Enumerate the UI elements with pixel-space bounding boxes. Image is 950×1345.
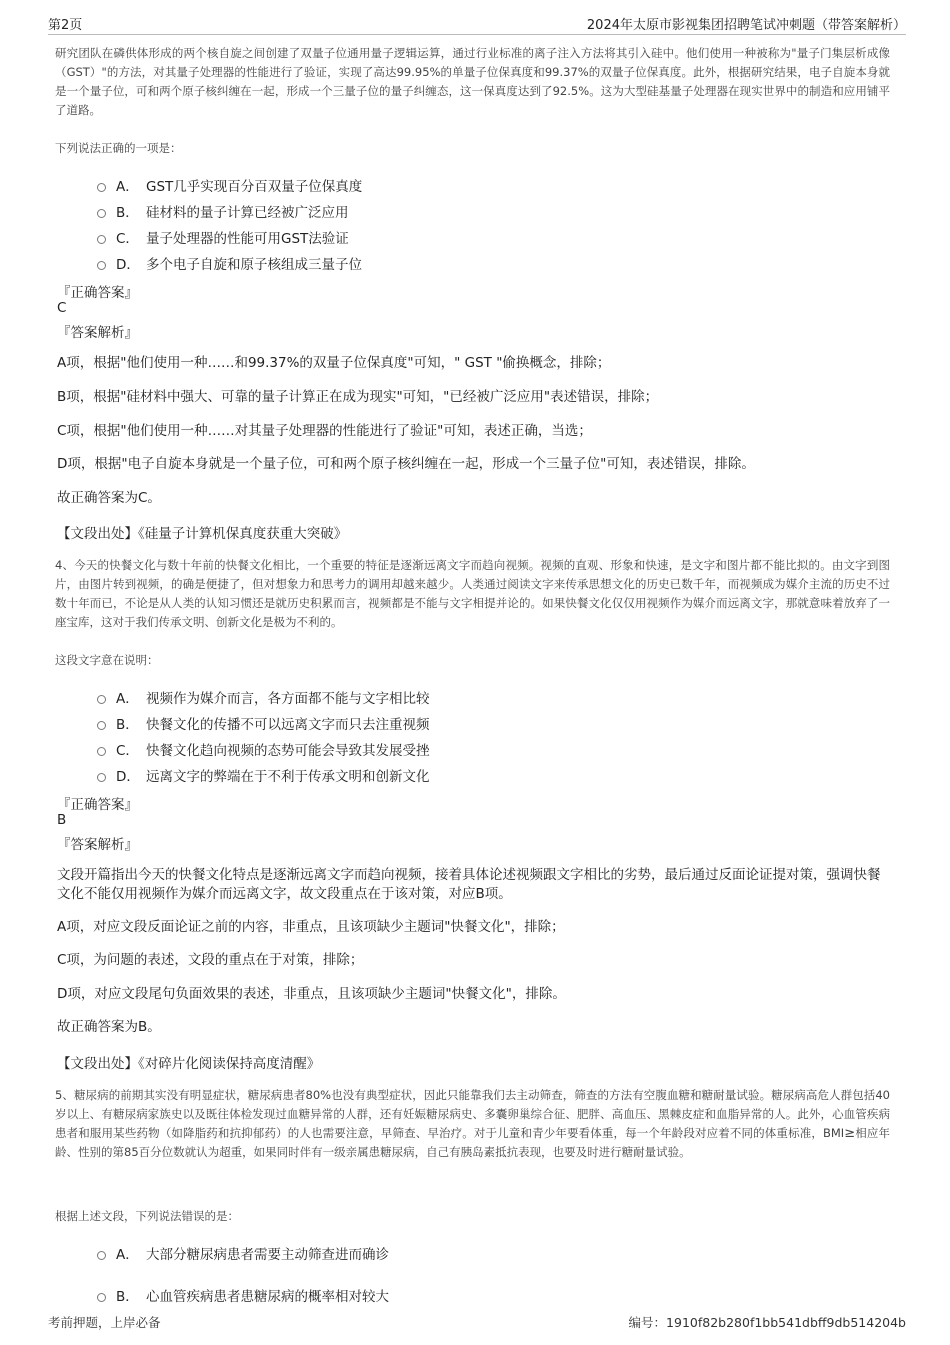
greater-equal-symbol: ≥ — [844, 1126, 856, 1141]
q4-source: 【文段出处】《对碎片化阅读保持高度清醒》 — [57, 1056, 321, 1072]
radio-icon[interactable] — [97, 235, 106, 244]
q3-analysis-line: 故正确答案为C。 — [57, 490, 161, 506]
q4-analysis-line: 故正确答案为B。 — [57, 1019, 161, 1035]
document-title: 2024年太原市影视集团招聘笔试冲刺题（带答案解析） — [586, 18, 906, 33]
q3-option-a[interactable]: A． GST几乎实现百分百双量子位保真度 — [97, 175, 362, 195]
q3-analysis-line: A项，根据"他们使用一种……和99.37%的双量子位保真度"可知，" GST "偷换概念，排除； — [57, 355, 611, 371]
radio-icon[interactable] — [97, 261, 106, 270]
q4-analysis-line: A项，对应文段反面论证之前的内容，非重点，且该项缺少主题词"快餐文化"，排除； — [57, 919, 565, 935]
radio-icon[interactable] — [97, 183, 106, 192]
page-header — [48, 14, 906, 35]
radio-icon[interactable] — [97, 1251, 106, 1260]
q3-analysis-label: 『答案解析』 — [57, 325, 138, 341]
radio-icon[interactable] — [97, 209, 106, 218]
q3-answer-label: 『正确答案』 — [57, 285, 138, 301]
q3-analysis-line: C项，根据"他们使用一种……对其量子处理器的性能进行了验证"可知，表述正确，当选； — [57, 423, 592, 439]
q3-option-b[interactable]: B． 硅材料的量子计算已经被广泛应用 — [97, 201, 349, 221]
q4-analysis-line: D项，对应文段尾句负面效果的表述，非重点，且该项缺少主题词"快餐文化"，排除。 — [57, 986, 566, 1002]
q4-analysis-line: C项，为问题的表述，文段的重点在于对策，排除； — [57, 952, 364, 968]
q4-prompt: 这段文字意在说明： — [55, 653, 159, 667]
document-id: 编号：1910f82b280f1bb541dbff9db514204b — [628, 1315, 906, 1330]
q4-passage: 4、今天的快餐文化与数十年前的快餐文化相比，一个重要的特征是逐渐远离文字而趋向视频。视频的直观、形象和快速，是文字和图片都不能比拟的。由文字到图片，由图片转到视频，的确是便捷了，但对想象力和思考力的调用却越来越少。人类通过阅读文字来传承思想文化的历史已数千年，而视频成为媒介主流的历史不过数十年而已，不论是从人类的认知习惯还是就历史积累而言，视频都是不能与文字相提并论的。如果快餐文化仅仅用视频作为媒介而远离文字，那就意味着放弃了一座宝库，这对于我们传承文明、创新文化是极为不利的。 — [55, 558, 890, 629]
q4-option-a[interactable]: A． 视频作为媒介而言，各方面都不能与文字相比较 — [97, 687, 430, 707]
footer-slogan: 考前押题，上岸必备 — [48, 1315, 161, 1330]
q3-option-c[interactable]: C． 量子处理器的性能可用GST法验证 — [97, 227, 349, 247]
q3-passage: 研究团队在磷供体形成的两个核自旋之间创建了双量子位通用量子逻辑运算，通过行业标准的离子注入方法将其引入硅中。他们使用一种被称为"量子门集层析成像（GST）"的方法，对其量子处理器的性能进行了验证，实现了高达99.95%的单量子位保真度和99.37%的双量子位保真度。此外，根据研究结果，电子自旋本身就是一个量子位，可和两个原子核纠缠在一起，形成一个三量子位的量子纠缠态，这一保真度达到了92.5%。这为大型硅基量子处理器在现实世界中的制造和应用铺平了道路。 — [55, 46, 890, 117]
q4-option-c[interactable]: C． 快餐文化趋向视频的态势可能会导致其发展受挫 — [97, 739, 430, 759]
q3-analysis-line: D项，根据"电子自旋本身就是一个量子位，可和两个原子核纠缠在一起，形成一个三量子位"可知，表述错误，排除。 — [57, 456, 755, 472]
q4-answer-label: 『正确答案』 — [57, 797, 138, 813]
radio-icon[interactable] — [97, 773, 106, 782]
q4-analysis-line: 文段开篇指出今天的快餐文化特点是逐渐远离文字而趋向视频，接着具体论述视频跟文字相比的劣势，最后通过反面论证提对策，强调快餐文化不能仅用视频作为媒介而远离文字，故文段重点在于该对策，对应B项。 — [57, 867, 881, 902]
q5-prompt: 根据上述文段，下列说法错误的是： — [55, 1209, 239, 1223]
radio-icon[interactable] — [97, 1293, 106, 1302]
q5-option-a[interactable]: A． 大部分糖尿病患者需要主动筛查进而确诊 — [97, 1243, 389, 1263]
q3-answer: C — [57, 300, 67, 316]
q4-option-b[interactable]: B． 快餐文化的传播不可以远离文字而只去注重视频 — [97, 713, 430, 733]
radio-icon[interactable] — [97, 721, 106, 730]
q5-passage: 5、糖尿病的前期其实没有明显症状，糖尿病患者80%也没有典型症状，因此只能靠我们去主动筛查，筛查的方法有空腹血糖和糖耐量试验。糖尿病高危人群包括40岁以上、有糖尿病家族史以及既往体检发现过血糖异常的人群，还有妊娠糖尿病史、多囊卵巢综合征、肥胖、高血压、黑棘皮症和血脂异常的人。此外，心血管疾病患者和服用某些药物（如降脂药和抗抑郁药）的人也需要注意，早筛查、早治疗。对于儿童和青少年要看体重，每一个年龄段对应着不同的体重标准，BMI≥相应年龄、性别的第85百分位数就认为超重，如果同时伴有一级亲属患糖尿病，自己有胰岛素抵抗表现，也要及时进行糖耐量试验。 — [55, 1088, 891, 1159]
q4-answer: B — [57, 812, 67, 828]
q3-source: 【文段出处】《硅量子计算机保真度获重大突破》 — [57, 526, 348, 542]
q3-analysis-line: B项，根据"硅材料中强大、可靠的量子计算正在成为现实"可知，"已经被广泛应用"表述错误，排除； — [57, 389, 659, 405]
radio-icon[interactable] — [97, 695, 106, 704]
q3-prompt: 下列说法正确的一项是： — [55, 141, 182, 155]
page-number: 第2页 — [48, 18, 83, 33]
q4-option-d[interactable]: D． 远离文字的弊端在于不利于传承文明和创新文化 — [97, 765, 430, 785]
q4-analysis-label: 『答案解析』 — [57, 837, 138, 853]
q5-option-b[interactable]: B． 心血管疾病患者患糖尿病的概率相对较大 — [97, 1285, 389, 1305]
radio-icon[interactable] — [97, 747, 106, 756]
q3-option-d[interactable]: D． 多个电子自旋和原子核组成三量子位 — [97, 253, 362, 273]
